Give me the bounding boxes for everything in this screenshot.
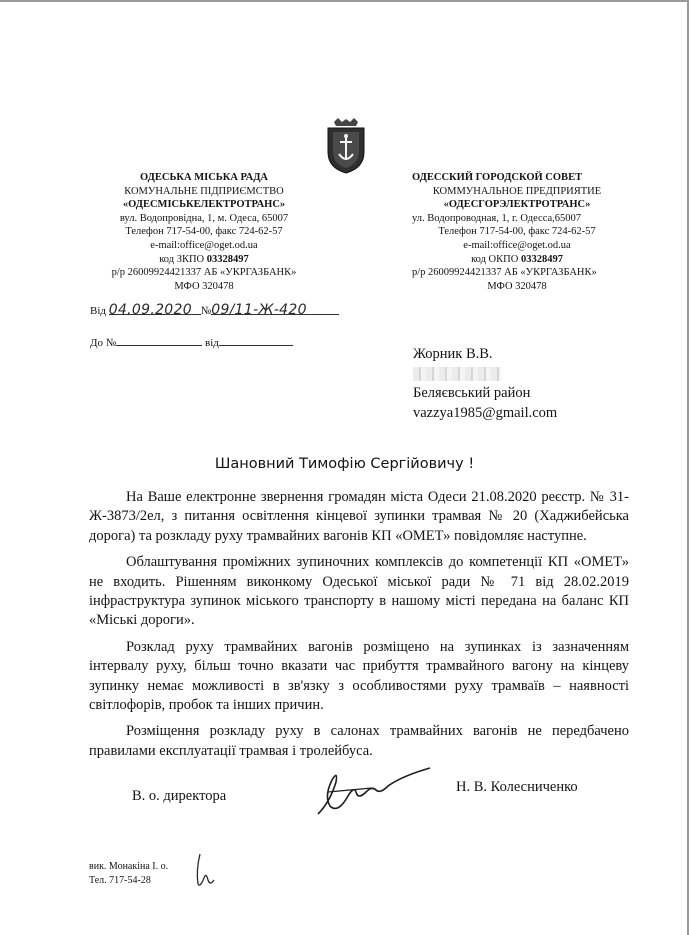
handwritten-date: 04.09.2020	[108, 302, 192, 318]
signatory-title: В. о. директора	[132, 788, 227, 804]
paragraph: Розклад руху трамвайних вагонів розміщено на зупинках із зазначенням інтервалу руху, більш точно вказати час прибуття трамвайного вагону на кінцеву зупинку немає можливості в зв'язку з особливостями руху трамваїв – наявності світлофорів, пробок та інших причин.	[89, 638, 629, 714]
enterprise-phone: Телефон 717-54-00, факс 724-62-57	[125, 226, 283, 238]
bank-mfo: МФО 320478	[487, 280, 547, 292]
paragraph: Розміщення розкладу руху в салонах трамвайних вагонів не передбачено правилами експлуатації трамвая і тролейбуса.	[89, 723, 629, 759]
enterprise-code	[412, 253, 622, 267]
enterprise-phone: Телефон 717-54-00, факс 724-62-57	[438, 226, 596, 238]
to-number-field	[116, 333, 202, 346]
enterprise-type: КОММУНАЛЬНОЕ ПРЕДПРИЯТИЕ	[432, 185, 602, 197]
code-label: код ОКПО	[471, 253, 521, 265]
redacted-address	[413, 367, 501, 381]
signatory-name: Н. В. Колесниченко	[456, 779, 578, 795]
bank-account: р/р 26009924421337 АБ «УКРГАЗБАНК»	[412, 267, 597, 279]
enterprise-email: e-mail:office@oget.od.ua	[463, 239, 571, 251]
executor-block	[89, 860, 168, 888]
recipient-name: Жорник В.В.	[413, 346, 493, 362]
code-value: 03328497	[206, 253, 249, 265]
recipient-address-redacted	[413, 365, 557, 385]
handwritten-number: 09/11-Ж-420	[211, 302, 307, 318]
from-label: Від	[90, 305, 106, 317]
enterprise-address: ул. Водопроводная, 1, г. Одесса,65007	[412, 212, 582, 224]
paragraph: Облаштування проміжних зупиночних комплексів до компетенції КП «ОМЕТ» не входить. Рішенням виконкому Одеської міської ради № 71 від 28.02.2019 інфраструктура зупинок міського транспорту в нашому місті передана на баланс КП «Міські дороги».	[89, 554, 629, 629]
council-name: ОДЕССКИЙ ГОРОДСКОЙ СОВЕТ	[412, 172, 583, 183]
recipient-block	[413, 345, 557, 423]
number-field	[211, 302, 339, 318]
code-value: 03328497	[520, 253, 563, 265]
executor-initials-signature	[190, 850, 220, 890]
paragraph: На Ваше електронне звернення громадян міста Одеси 21.08.2020 реєстр. № 31-Ж-3873/2ел, з питання освітлення кінцевої зупинки трамвая № 20 (Хаджибейська дорога) та розкладу руху трамвайних вагонів КП «ОМЕТ» повідомляє наступне.	[89, 489, 629, 544]
recipient-email: vazzya1985@gmail.com	[413, 404, 558, 421]
handwritten-signature	[310, 762, 440, 822]
to-date-field	[219, 333, 293, 346]
incoming-reference	[90, 333, 293, 349]
recipient-district: Беляєвський район	[413, 385, 531, 401]
to-number-label: До №	[90, 337, 117, 349]
executor-name: вик. Монакіна І. о.	[89, 861, 169, 872]
bank-account: р/р 26009924421337 АБ «УКРГАЗБАНК»	[111, 267, 297, 279]
greeting: Шановний Тимофію Сергійовичу !	[214, 456, 475, 472]
date-field	[108, 302, 201, 318]
odesa-coat-of-arms-emblem	[324, 118, 368, 174]
enterprise-address: вул. Водопровідна, 1, м. Одеса, 65007	[119, 212, 289, 224]
enterprise-code	[88, 253, 320, 267]
executor-phone: Тел. 717-54-28	[89, 875, 151, 886]
enterprise-email: e-mail:office@oget.od.ua	[150, 239, 258, 251]
to-date-label: від	[205, 337, 219, 349]
council-name: ОДЕСЬКА МІСЬКА РАДА	[139, 172, 269, 183]
page-border-top	[0, 0, 689, 2]
enterprise-type: КОМУНАЛЬНЕ ПІДПРИЄМСТВО	[124, 185, 284, 197]
letterhead-russian	[412, 171, 622, 293]
enterprise-name: «ОДЕСГОРЭЛЕКТРОТРАНС»	[443, 199, 591, 211]
bank-mfo: МФО 320478	[174, 280, 234, 292]
outgoing-reference	[90, 302, 339, 317]
number-label: №	[200, 305, 212, 317]
letterhead-ukrainian	[88, 171, 320, 293]
enterprise-name: «ОДЕСМІСЬКЕЛЕКТРОТРАНС»	[122, 199, 286, 211]
letter-body	[89, 488, 629, 768]
code-label: код ЗКПО	[159, 253, 207, 265]
